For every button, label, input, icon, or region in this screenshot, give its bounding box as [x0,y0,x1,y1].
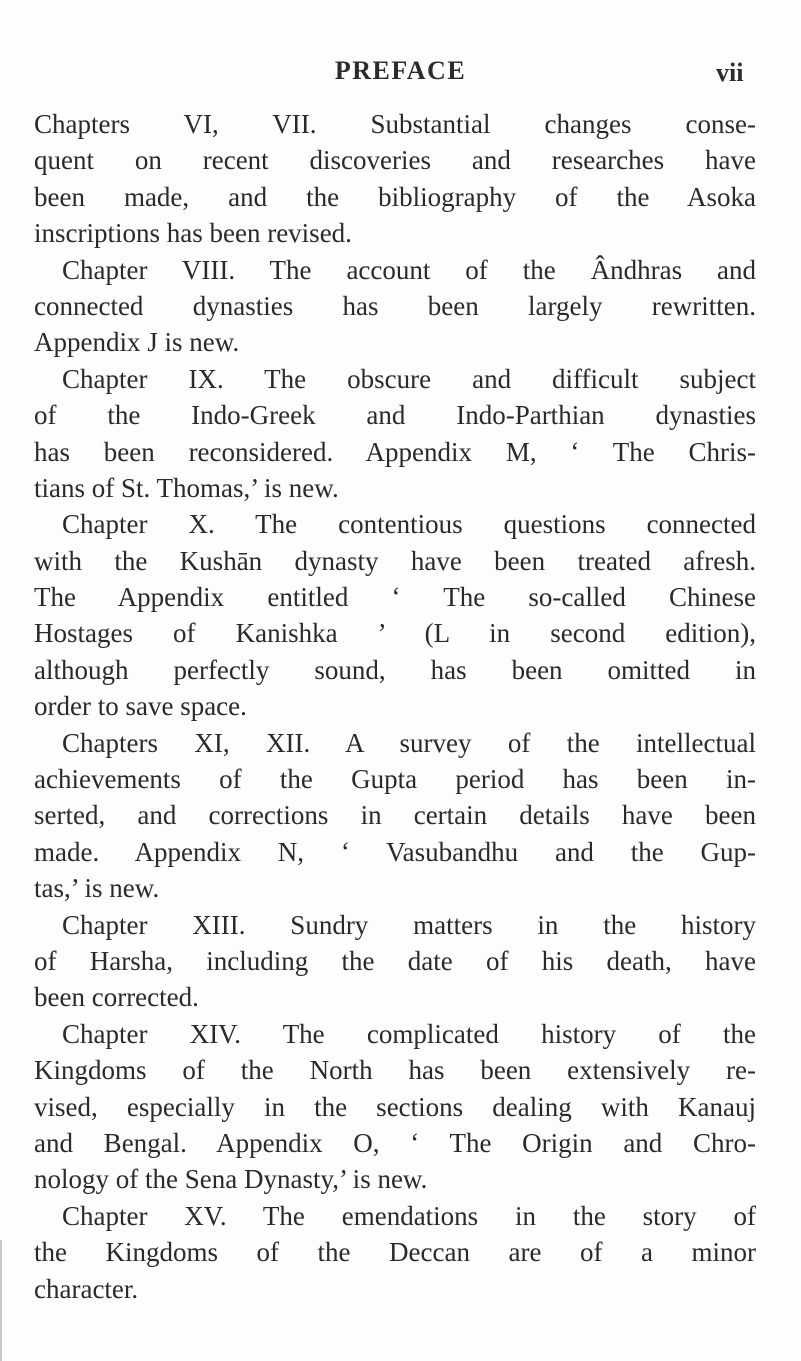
text-line: been corrected. [34,982,199,1013]
text-line: the Kingdoms of the Deccan are of a minor [34,1237,756,1268]
text-line: Chapter IX. The obscure and difficult subject [62,363,756,394]
preface-body [34,106,756,1307]
text-line: tas,’ is new. [34,873,160,904]
text-line: order to save space. [34,691,247,722]
text-line: achievements of the Gupta period has been in- [34,764,756,795]
text-line: Chapters XI, XII. A survey of the intellectual [62,727,756,758]
text-line: with the Kushān dynasty have been treated afresh. [34,545,756,576]
running-title: PREFACE [334,56,467,85]
text-line: connected dynasties has been largely rewritten. [34,290,756,321]
text-line: Appendix J is new. [34,327,240,358]
page-edge-shadow [0,1240,2,1361]
text-line: and Bengal. Appendix O, ‘ The Origin and Chro- [34,1127,756,1158]
text-line: serted, and corrections in certain details have been [34,800,756,831]
text-line: Chapter X. The contentious questions connected [62,509,756,540]
text-line: vised, especially in the sections dealing with Kanauj [34,1091,756,1122]
text-line: Chapter XV. The emendations in the story of [62,1200,756,1231]
running-head [0,52,801,92]
text-line: of the Indo-Greek and Indo-Parthian dynasties [34,400,756,431]
text-line: Hostages of Kanishka ’ (L in second edition), [34,618,756,649]
text-line: Chapter VIII. The account of the Ândhras and [62,254,756,285]
text-line: of Harsha, including the date of his death, have [34,945,756,976]
text-line: The Appendix entitled ‘ The so-called Chinese [34,582,756,613]
text-line: Chapter XIV. The complicated history of the [62,1018,756,1049]
text-line: has been reconsidered. Appendix M, ‘ The Chris- [34,436,756,467]
text-line: character. [34,1273,139,1304]
text-line: inscriptions has been revised. [34,218,352,249]
text-line: although perfectly sound, has been omitted in [34,654,756,685]
text-line: been made, and the bibliography of the Asoka [34,181,756,212]
text-line: nology of the Sena Dynasty,’ is new. [34,1164,428,1195]
text-line: quent on recent discoveries and researches have [34,145,756,176]
text-line: made. Appendix N, ‘ Vasubandhu and the Gup- [34,836,756,867]
text-line: tians of St. Thomas,’ is new. [34,472,339,503]
text-line: Chapter XIII. Sundry matters in the history [62,909,756,940]
text-line: Kingdoms of the North has been extensively re- [34,1055,756,1086]
page-number: vii [716,58,744,87]
text-line: Chapters VI, VII. Substantial changes conse- [34,109,756,139]
